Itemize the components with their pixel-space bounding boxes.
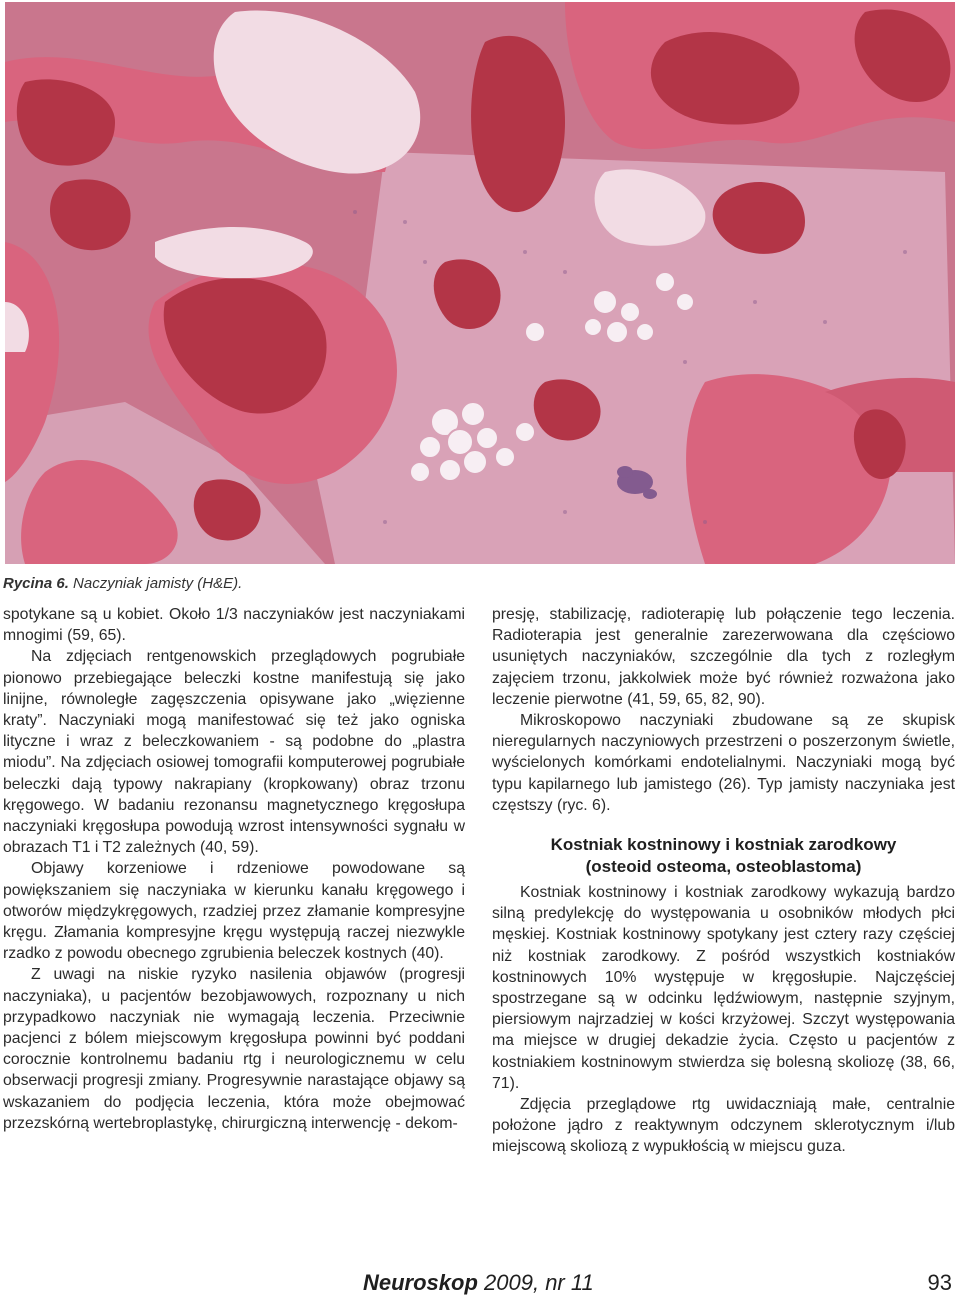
paragraph: Na zdjęciach rentgenowskich przeglądowych pogrubiałe pionowo przebiegające beleczki kostne manifestują się jako linijne, równoległe zagęszczenia opisywane jako „więzienne kraty”. Naczyniaki mogą manifestować się też jako ogniska lityczne i wraz z beleczkowaniem - są podobne do „plastra miodu”. Na zdjęciach osiowej tomografii komputerowej pogrubiałe beleczki dają typowy nakrapiany (kropkowany) obraz trzonu kręgowego. W badaniu rezonansu magnetycznego kręgosłupa naczyniaki kręgosłupa powodują wzrost intensywności sygnału w obrazach T1 i T2 zależnych (40, 59). (3, 648, 465, 857)
histology-figure (5, 2, 955, 564)
journal-citation (363, 1270, 594, 1296)
paragraph: presję, stabilizację, radioterapię lub połączenie tego leczenia. Radioterapia jest generalnie zarezerwowana dla częściowo usuniętych naczyniaków, szczególnie dla tych z rozległym zajęciem trzonu, jakkolwiek może być również rozważona jako leczenie pierwotne (41, 59, 65, 82, 90). (492, 606, 955, 708)
paragraph: Mikroskopowo naczyniaki zbudowane są ze skupisk nieregularnych naczyniowych przestrzeni o poszerzonym świetle, wyścielonych komórkami endotelialnymi. Naczyniaki mogą być typu kapilarnego lub jamistego (26). Typ jamisty naczyniaka jest częstszy (ryc. 6). (492, 712, 955, 814)
figure-caption-label: Rycina 6. (3, 575, 69, 592)
paragraph: Kostniak kostninowy i kostniak zarodkowy wykazują bardzo silną predylekcję do występowania u osobników młodych płci męskiej. Kostniak kostninowy spotykany jest cztery razy częściej niż kostniak zarodkowy. Z pośród wszystkich kostniaków kostninowych 10% występuje w kręgosłupie. Najczęściej spostrzegane są w odcinku lędźwiowym, następnie szyjnym, piersiowym najrzadziej w kości krzyżowej. Szczyt występowania ma miejsce w drugiej dekadzie życia. Często u pacjentów z kostniakiem kostninowym stwierdza się bolesną skoliozę (38, 66, 71). (492, 884, 955, 1092)
paragraph: spotykane są u kobiet. Około 1/3 naczyniaków jest naczyniakami mnogimi (59, 65). (3, 606, 465, 645)
journal-issue: 2009, nr 11 (477, 1270, 594, 1295)
figure-caption (3, 575, 242, 592)
section-heading-line: (osteoid osteoma, osteoblastoma) (585, 857, 862, 877)
page-number: 93 (927, 1270, 952, 1295)
paragraph: Zdjęcia przeglądowe rtg uwidaczniają małe, centralnie położone jądro z reaktywnym odczynem sklerotycznym i/lub miejscową skoliozą z wypukłością w miejscu guza. (492, 1096, 955, 1156)
left-column (3, 604, 465, 1134)
journal-name: Neuroskop (363, 1270, 478, 1295)
right-column (492, 604, 955, 1158)
paragraph: Objawy korzeniowe i rdzeniowe powodowane są powiększaniem się naczyniaka w kierunku kanału kręgowego i otworów międzykręgowych, rzadziej przez złamanie kompresyjne kręgu. Złamania kompresyjne kręgu występują raczej niezwykle rzadko z powodu obecnego zgrubienia beleczek kostnych (40). (3, 860, 465, 963)
paragraph: Z uwagi na niskie ryzyko nasilenia objawów (progresji naczyniaka), u pacjentów bezobjawowych, rozpoznany u nich przypadkowo naczyniak nie wymagają leczenia. Przeciwnie pacjenci z bólem miejscowym kręgosłupa powinni być poddani corocznie kontrolnemu badaniu rtg i neurologicznemu w celu obserwacji progresji zmiany. Progresywnie narastające objawy są wskazaniem do podjęcia leczenia, która może obejmować przezskórną wertebroplastykę, chirurgiczną interwencję - dekom- (3, 966, 465, 1132)
figure-caption-text: Naczyniak jamisty (H&E). (68, 575, 243, 592)
page-footer (0, 1270, 960, 1298)
section-heading (492, 834, 955, 878)
histology-image (5, 2, 955, 564)
section-heading-line: Kostniak kostninowy i kostniak zarodkowy (550, 835, 897, 855)
